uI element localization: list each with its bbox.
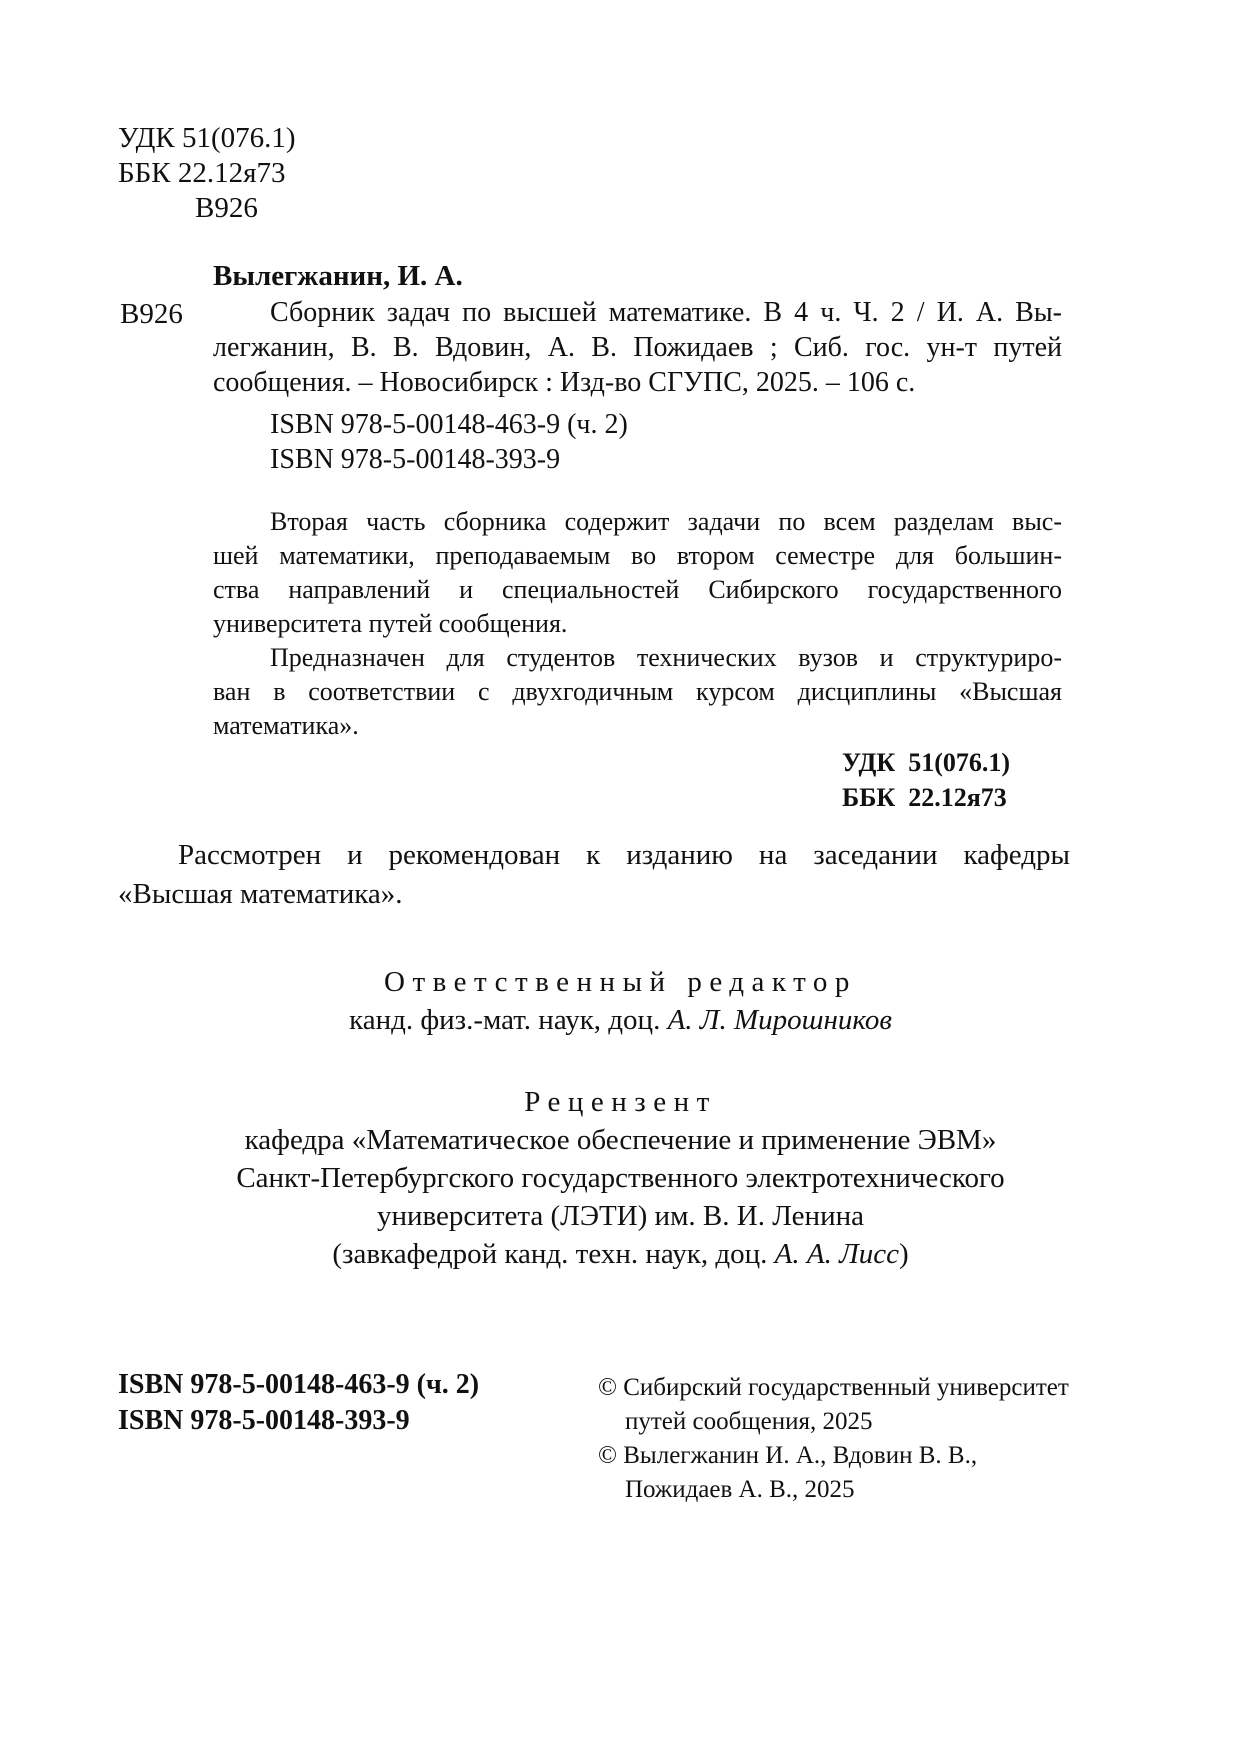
annotation-line: шей математики, преподаваемым во втором семестре для большин- (213, 541, 1062, 570)
copyright-institution: © Сибирский государственный университет (598, 1374, 1069, 1401)
reviewer-line4 (0, 1236, 1241, 1272)
bib-line: легжанин, В. В. Вдовин, А. В. Пожидаев ; Сиб. гос. ун-т путей (213, 332, 1062, 363)
bib-cutter: В926 (120, 298, 183, 330)
annotation-bbk: ББК 22.12я73 (842, 783, 1007, 812)
copyright-authors-cont: Пожидаев А. В., 2025 (625, 1476, 855, 1503)
bib-line: Сборник задач по высшей математике. В 4 ч. Ч. 2 / И. А. Вы- (270, 297, 1062, 328)
bib-isbn-set: ISBN 978-5-00148-393-9 (270, 444, 561, 475)
approval-line2: «Высшая математика». (118, 878, 403, 910)
reviewer-line3: университета (ЛЭТИ) им. В. И. Ленина (377, 1200, 864, 1232)
approval-line1: Рассмотрен и рекомендован к изданию на заседании кафедры (178, 839, 1070, 871)
editor-prefix: канд. физ.-мат. наук, доц. (349, 1004, 668, 1036)
bib-author: Вылегжанин, И. А. (213, 260, 463, 292)
reviewer-line4-suffix: ) (898, 1238, 909, 1270)
reviewer-heading: Рецензент (524, 1086, 717, 1118)
reviewer-line1: кафедра «Математическое обеспечение и применение ЭВМ» (244, 1124, 997, 1156)
bib-isbn-part: ISBN 978-5-00148-463-9 (ч. 2) (270, 409, 628, 440)
reviewer-line2: Санкт-Петербургского государственного электротехнического (236, 1162, 1005, 1194)
reviewer-name: А. А. Лисс (774, 1238, 899, 1270)
annotation-line: Предназначен для студентов технических вузов и структуриро- (270, 643, 1062, 672)
annotation-line: Вторая часть сборника содержит задачи по всем разделам выс- (270, 507, 1062, 536)
annotation-line: математика». (213, 711, 359, 740)
footer-isbn-part: ISBN 978-5-00148-463-9 (ч. 2) (118, 1369, 480, 1400)
header-udk: УДК 51(076.1) (118, 122, 296, 154)
editor-heading: Ответственный редактор (384, 966, 857, 998)
copyright-authors: © Вылегжанин И. А., Вдовин В. В., (598, 1442, 978, 1469)
editor-line (0, 1002, 1241, 1038)
annotation-line: университета путей сообщения. (213, 609, 568, 638)
editor-name: А. Л. Мирошников (667, 1004, 892, 1036)
bib-line: сообщения. – Новосибирск : Изд-во СГУПС, 2025. – 106 с. (213, 367, 916, 398)
footer-isbn-set: ISBN 978-5-00148-393-9 (118, 1405, 410, 1436)
annotation-udk: УДК 51(076.1) (842, 748, 1011, 777)
annotation-line: ван в соответствии с двухгодичным курсом дисциплины «Высшая (213, 677, 1062, 706)
copyright-institution-cont: путей сообщения, 2025 (625, 1408, 873, 1435)
header-bbk: ББК 22.12я73 (118, 157, 286, 189)
header-cutter: В926 (195, 192, 258, 224)
annotation-line: ства направлений и специальностей Сибирского государственного (213, 575, 1062, 604)
reviewer-line4-prefix: (завкафедрой канд. техн. наук, доц. (332, 1238, 775, 1270)
